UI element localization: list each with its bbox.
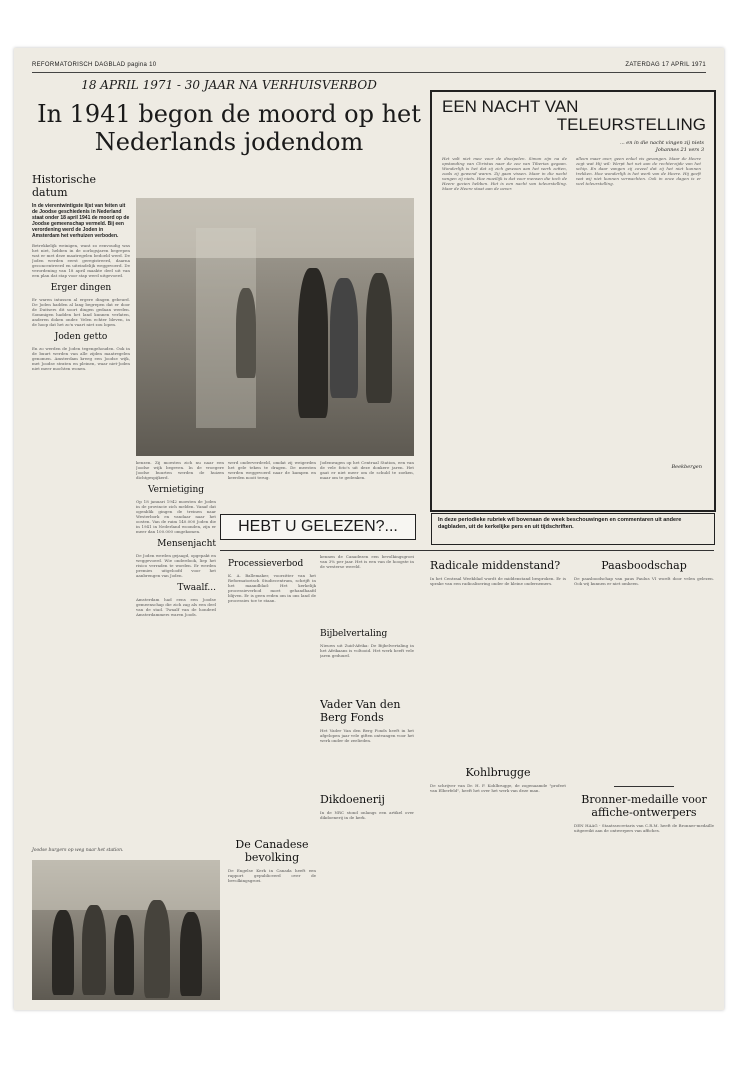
review-paragraph: DEN HAAG - Staatssecretaris van C.R.M. heeft de Bronner-medaille uitgereikt aan de ontwerpers van affiches.: [574, 823, 714, 833]
page-header-left: REFORMATORISCH DAGBLAD pagina 10: [32, 62, 157, 68]
feature-paragraph: Betrekkelijk weinigen, want zo eenvoudig was het niet, hebben in de oorlogsjaren begrepen wat er met deze maatregelen bedoeld werd. De Joden werden eerst geregistreerd, daarna geconcentreerd en uiteindelijk weggevoerd. De verordening van 18 april maakte deel uit van een plan dat stap voor stap werd uitgevoerd.: [32, 243, 130, 278]
feature-paragraph: werd onderverdeeld, omdat zij weigerden het gele teken te dragen. De meesten werden weggevoerd naar de kampen en keerden nooit terug.: [228, 460, 316, 480]
feature-paragraph: Op 18 januari 1942 moesten de Joden in de provincie zich melden. Vanaf dat ogenblik gingen de treinen naar Westerbork en vandaar naar het oosten. Van de ruim 140.000 Joden die in 1941 in Nederland woonden, zijn er meer dan 100.000 omgekomen.: [136, 499, 216, 534]
review-paragraph: Het Vader Van den Berg Fonds heeft in het afgelopen jaar vele giften ontvangen voor het werk onder de zeelieden.: [320, 728, 414, 743]
section-heading-historische-datum: Historische datum: [32, 173, 96, 199]
feature-paragraph: Amsterdam had eens een Joodse gemeenschap die zich zag als een deel van de stad. Twaalf van de honderd Amsterdammers waren Joods.: [136, 597, 216, 617]
section-heading-radicale-middenstand: Radicale middenstand?: [430, 559, 561, 572]
section-heading-paasboodschap: Paasboodschap: [601, 559, 687, 572]
hebt-u-gelezen-banner: HEBT U GELEZEN?...: [220, 514, 416, 540]
review-paragraph: kennen de Canadezen een bevolkingsgroei van 3% per jaar. Het is een van de hoogste in de westerse wereld.: [320, 554, 414, 569]
bottom-photo-caption: Joodse burgers op weg naar het station.: [32, 848, 124, 853]
feature-headline: In 1941 begon de moord op het Nederlands jodendom: [37, 100, 421, 156]
section-heading-dikdoenerij: Dikdoenerij: [320, 793, 385, 806]
meditation-text: Het valt niet mee voor de discipelen. Simon zijn na de opstanding van Christus naar de zee van Tiberias gegaan. Wonderlijk is het dat zij zich gewoon aan het werk zetten, zoals zij gewend waren. Zij gaan vissen. Maar in die nacht vangen zij niets. Hoe moeilijk is dat voor mensen die toch de Heere gezien hebben. Het is een nacht van teleurstelling. Maar de Heere staat aan de oever.: [442, 156, 567, 191]
page-header: [32, 60, 706, 73]
review-paragraph: K. A. Ballemaker, voorzitter van het Reformatorisch Studiecentrum, schrijft in het maandblad: Het kerkelijk processieverbod moet gehandhaafd blijven. Er is geen reden om in ons land de processies toe te staan.: [228, 573, 316, 603]
feature-lead-paragraph: In de vierentwintigste lijst van feiten uit de Joodse geschiedenis in Nederland staat onder 18 april 1941 de moord op de Joodse gemeenschap vermeld. Bij een verordening werd de Joden in Amsterdam het verhuizen verboden.: [32, 203, 130, 239]
review-paragraph: Nieuws uit Zuid-Afrika: De Bijbelvertaling in het Afrikaans is voltooid. Het werk heeft vele jaren geduurd.: [320, 643, 414, 658]
meditation-title-line-1: EEN NACHT VAN: [442, 97, 579, 116]
meditation-quote-reference: Johannes 21 vers 3: [655, 147, 704, 153]
section-heading-mensenjacht: Mensenjacht: [157, 539, 216, 549]
meditation-signature: Beekbergen: [671, 464, 702, 470]
review-column-1: [228, 554, 316, 1004]
meditation-box: [430, 90, 716, 512]
meditation-title: [442, 98, 706, 134]
review-paragraph: De schrijver van Dr. H. F. Kohlbrugge, de zogenaamde "profeet van Elberfeld", heeft het over het werk van deze man.: [430, 783, 566, 793]
newspaper-page: [14, 48, 724, 1010]
meditation-quote: ... en in die nacht vingen zij niets: [619, 140, 704, 146]
section-heading-twaalf: Twaalf...: [177, 583, 216, 593]
feature-photo-street: [136, 198, 414, 456]
section-heading-bronner-medaille: Bronner-medaille voor affiche-ontwerpers: [581, 793, 707, 819]
feature-kicker: 18 APRIL 1971 - 30 JAAR NA VERHUISVERBOD: [81, 78, 377, 92]
section-heading-erger-dingen: Erger dingen: [50, 283, 112, 293]
feature-photo-deportation: [32, 860, 220, 1000]
review-paragraph: In de NRC stond onlangs een artikel over dikdoenerij in de kerk.: [320, 810, 414, 820]
feature-paragraph: Er waren intussen al ergere dingen gebeurd. De Joden hadden al lang begrepen dat er door de Duitsers dit soort dingen gedaan werden. Sommigen hadden het land kunnen verlaten, anderen doken onder. Velen echter bleven, in de hoop dat het zo'n vaart niet zou lopen.: [32, 297, 130, 327]
section-heading-joden-getto: Joden getto: [54, 332, 108, 342]
meditation-title-line-2: TELEURSTELLING: [556, 115, 706, 134]
short-divider: [614, 786, 674, 787]
review-column-3: [430, 554, 566, 1004]
feature-column-4: [320, 460, 414, 514]
feature-column-3: [228, 460, 316, 514]
meditation-text: alleen maar over, geen enkel vis gevangen. Maar de Heere zegt wat Hij wil: Werpt het net aan de rechterzijde van het schip. En daar vangen zij zoveel dat zij het niet kunnen trekken. Hoe wonderlijk is het werk van de Heere. Hij geeft wat wij niet kunnen verwachten. Ook in onze dagen is er veel teleurstelling.: [576, 156, 701, 186]
section-heading-vernietiging: Vernietiging: [148, 485, 204, 495]
feature-column-2: [136, 480, 216, 860]
feature-paragraph: En zo werden de Joden tegengehouden. Ook in de buurt werden van alle zijden maatregelen genomen. Amsterdam kreeg een Joodse wijk, met Joodse straten en pleinen, waar niet-Joden niet meer mochten wonen.: [32, 346, 130, 371]
section-heading-kohlbrugge: Kohlbrugge: [465, 766, 531, 779]
feature-paragraph: kenzen. Zij moesten zich nu naar een Joodse wijk begeven. In de vroegere Joodse buurten werden de huizen dichtgespijkerd.: [136, 460, 224, 480]
review-paragraph: In het Centraal Weekblad wordt de middenstand besproken. Er is sprake van een radicalisering onder de kleine ondernemers.: [430, 576, 566, 586]
section-heading-processieverbod: Processieverbod: [228, 559, 304, 569]
meditation-column-1: [442, 156, 567, 496]
section-heading-canadese-bevolking: De Canadese bevolking: [235, 838, 309, 864]
photo-caption: Jodenwagen op het Centraal Station, een van de vele foto's uit deze donkere jaren. Het gaat er niet meer om de schuld te zoeken, maar om te gedenken.: [320, 460, 414, 480]
meditation-column-2: [576, 156, 701, 496]
review-column-2: [320, 554, 414, 1004]
section-divider: [220, 550, 714, 551]
section-heading-bijbelvertaling: Bijbelvertaling: [320, 629, 388, 639]
section-heading-vader-van-den-berg-fonds: Vader Van den Berg Fonds: [320, 698, 401, 724]
page-header-right: ZATERDAG 17 APRIL 1971: [625, 62, 706, 68]
feature-paragraph: De Joden werden gejaagd, opgepakt en weggevoerd. Wie onderdook, liep het risico verraden te worden. Er werden premies uitgeloofd voor het aanbrengen van Joden.: [136, 553, 216, 578]
rubriek-intro-box: In deze periodieke rubriek wil bovenaan de week beschouwingen en commentaren uit andere dagbladen, uit de kerkelijke pers en uit tijdschriften.: [431, 513, 715, 545]
review-paragraph: De Engelse Kerk in Canada heeft een rapport gepubliceerd over de bevolkingsgroei.: [228, 868, 316, 883]
review-paragraph: De paasboodschap van paus Paulus VI wordt door velen gelezen. Ook wij kunnen er niet omheen.: [574, 576, 714, 586]
review-column-4: [574, 554, 714, 1004]
